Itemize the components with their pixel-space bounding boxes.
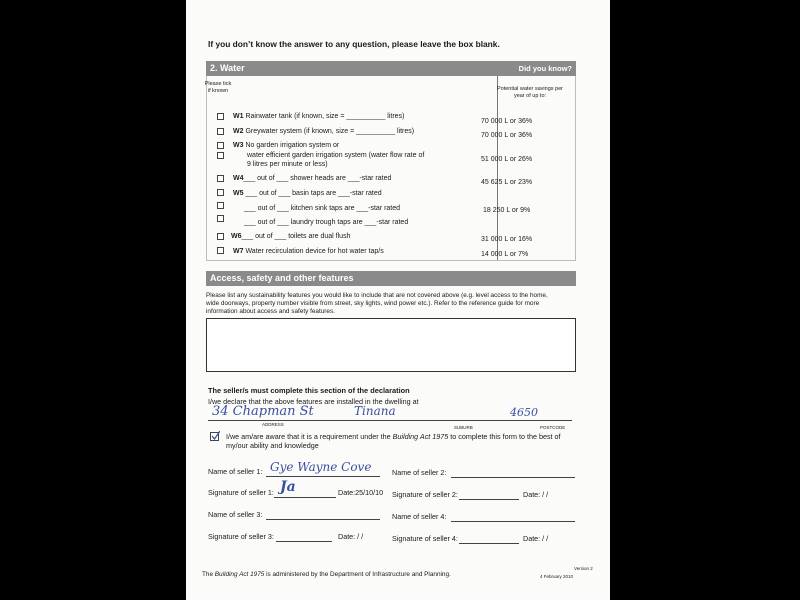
water-section-title: 2. Water <box>210 63 245 73</box>
w7-text: Water recirculation device for hot water tap/s <box>245 248 384 255</box>
awareness-checkbox[interactable] <box>210 432 219 441</box>
access-instructions-line3: information about access and safety features. <box>206 308 335 315</box>
seller3-signature-label: Signature of seller 3: <box>208 532 274 541</box>
w5-code: W5 <box>233 190 244 197</box>
w3-text-line3: 9 litres per minute or less) <box>247 161 328 168</box>
w6-checkbox[interactable] <box>217 233 224 240</box>
address-line[interactable] <box>208 420 572 421</box>
building-act-ref: Building Act 1975 <box>392 432 449 441</box>
seller1-name-label: Name of seller 1: <box>208 467 263 476</box>
seller1-signature-handwritten: Ja <box>280 479 296 495</box>
access-section-header <box>206 271 576 286</box>
seller3-date: Date: / / <box>338 532 364 541</box>
seller4-date: Date: / / <box>523 534 549 543</box>
w3b-checkbox[interactable] <box>217 152 224 159</box>
w7-row <box>233 248 384 256</box>
seller2-date: Date: / / <box>523 490 549 499</box>
w7-checkbox[interactable] <box>217 247 224 254</box>
seller1-name-handwritten: Gye Wayne Cove <box>270 460 372 474</box>
seller4-signature-label: Signature of seller 4: <box>392 534 458 543</box>
postcode-label: POSTCODE <box>540 425 566 430</box>
seller1-signature-line[interactable] <box>274 497 336 498</box>
seller2-signature-label: Signature of seller 2: <box>392 490 458 499</box>
w4-saving: 45 625 L or 23% <box>481 179 533 186</box>
w4-row <box>233 175 391 183</box>
footer-text <box>202 571 451 579</box>
w6-text: ___ out of ___ toilets are dual flush <box>241 233 351 240</box>
access-section-title: Access, safety and other features <box>210 273 354 283</box>
address-handwritten: 34 Chapman St <box>212 404 314 419</box>
w3a-checkbox[interactable] <box>217 142 224 149</box>
awareness-post: to complete this form to the best of <box>448 432 561 441</box>
water-section-header <box>206 61 576 76</box>
seller1-date: Date:25/10/10 <box>338 488 384 497</box>
footer-post: is administered by the Department of Infrastructure and Planning. <box>264 571 451 578</box>
w1-code: W1 <box>233 113 244 120</box>
seller2-name-line[interactable] <box>451 477 575 478</box>
awareness-pre: I/we am/are aware that it is a requirement under the <box>226 432 393 441</box>
suburb-handwritten: Tinana <box>354 404 396 418</box>
checkmark-icon <box>211 431 220 440</box>
w4-checkbox[interactable] <box>217 175 224 182</box>
savings-header: Potential water savings per year of up to: <box>496 86 564 99</box>
w7-code: W7 <box>233 248 244 255</box>
access-features-input[interactable] <box>206 318 576 372</box>
awareness-line1 <box>226 433 561 441</box>
seller1-name-line[interactable] <box>266 476 380 477</box>
address-label: ADDRESS <box>262 422 284 427</box>
w5-row <box>233 190 382 198</box>
w2-saving: 70 000 L or 36% <box>481 132 533 139</box>
footer-version: Version 2 <box>574 566 593 571</box>
awareness-line2: my/our ability and knowledge <box>226 441 319 450</box>
seller2-name-label: Name of seller 2: <box>392 468 447 477</box>
access-instructions-line2: wide doorways, property number visible from street, sky lights, wind power etc.). Refer to the reference guide for more <box>206 300 540 307</box>
w1-saving: 70 000 L or 36% <box>481 118 533 125</box>
w6-row <box>231 233 350 241</box>
seller3-name-label: Name of seller 3: <box>208 510 263 519</box>
w6-saving: 31 000 L or 16% <box>481 236 533 243</box>
w5-text: ___ out of ___ basin taps are ___-star rated <box>245 190 382 197</box>
w3-saving: 51 000 L or 26% <box>481 156 533 163</box>
footer-date: 4 February 2010 <box>540 574 574 579</box>
w2-code: W2 <box>233 128 244 135</box>
footer-pre: The <box>202 571 215 578</box>
intro-text: If you don’t know the answer to any question, please leave the box blank. <box>208 39 500 49</box>
w3-text: No garden irrigation system or <box>245 142 340 149</box>
seller3-signature-line[interactable] <box>276 541 332 542</box>
w2-checkbox[interactable] <box>217 128 224 135</box>
column-divider <box>497 76 498 260</box>
postcode-handwritten: 4650 <box>510 406 538 419</box>
seller4-signature-line[interactable] <box>459 543 519 544</box>
w5a-checkbox[interactable] <box>217 189 224 196</box>
footer-act: Building Act 1975 <box>214 571 265 578</box>
seller1-signature-label: Signature of seller 1: <box>208 488 274 497</box>
w2-text: Greywater system (if known, size = __________ litres) <box>245 128 415 135</box>
did-you-know-label: Did you know? <box>518 64 572 73</box>
seller4-name-line[interactable] <box>451 521 575 522</box>
declaration-statement: I/we declare that the above features are installed in the dwelling at <box>208 397 419 406</box>
w4-text: ___ out of ___ shower heads are ___-star rated <box>243 175 392 182</box>
seller2-signature-line[interactable] <box>459 499 519 500</box>
form-page <box>186 0 610 600</box>
w3-text-line2: water efficient garden irrigation system (water flow rate of <box>247 152 425 159</box>
suburb-label: SUBURB <box>454 425 473 430</box>
w4-code: W4 <box>233 175 244 182</box>
w5-saving: 18 250 L or 9% <box>483 207 531 214</box>
w1-row <box>233 113 404 121</box>
access-instructions-line1: Please list any sustainability features you would like to include that are not covered above (e.g. level access to the home, <box>206 292 548 299</box>
please-tick-header: Please tick if known <box>204 81 232 94</box>
seller4-name-label: Name of seller 4: <box>392 512 447 521</box>
w5-text-line2: ___ out of ___ kitchen sink taps are ___-star rated <box>244 205 401 212</box>
w5c-checkbox[interactable] <box>217 215 224 222</box>
w5-text-line3: ___ out of ___ laundry trough taps are ___-star rated <box>244 219 409 226</box>
w3-row <box>233 142 339 150</box>
w1-text: Rainwater tank (if known, size = __________ litres) <box>245 113 405 120</box>
w1-checkbox[interactable] <box>217 113 224 120</box>
w6-code: W6 <box>231 233 242 240</box>
declaration-heading: The seller/s must complete this section of the declaration <box>208 386 410 395</box>
seller3-name-line[interactable] <box>266 519 380 520</box>
w3-code: W3 <box>233 142 244 149</box>
w2-row <box>233 128 414 136</box>
w5b-checkbox[interactable] <box>217 202 224 209</box>
w7-saving: 14 000 L or 7% <box>481 251 529 258</box>
